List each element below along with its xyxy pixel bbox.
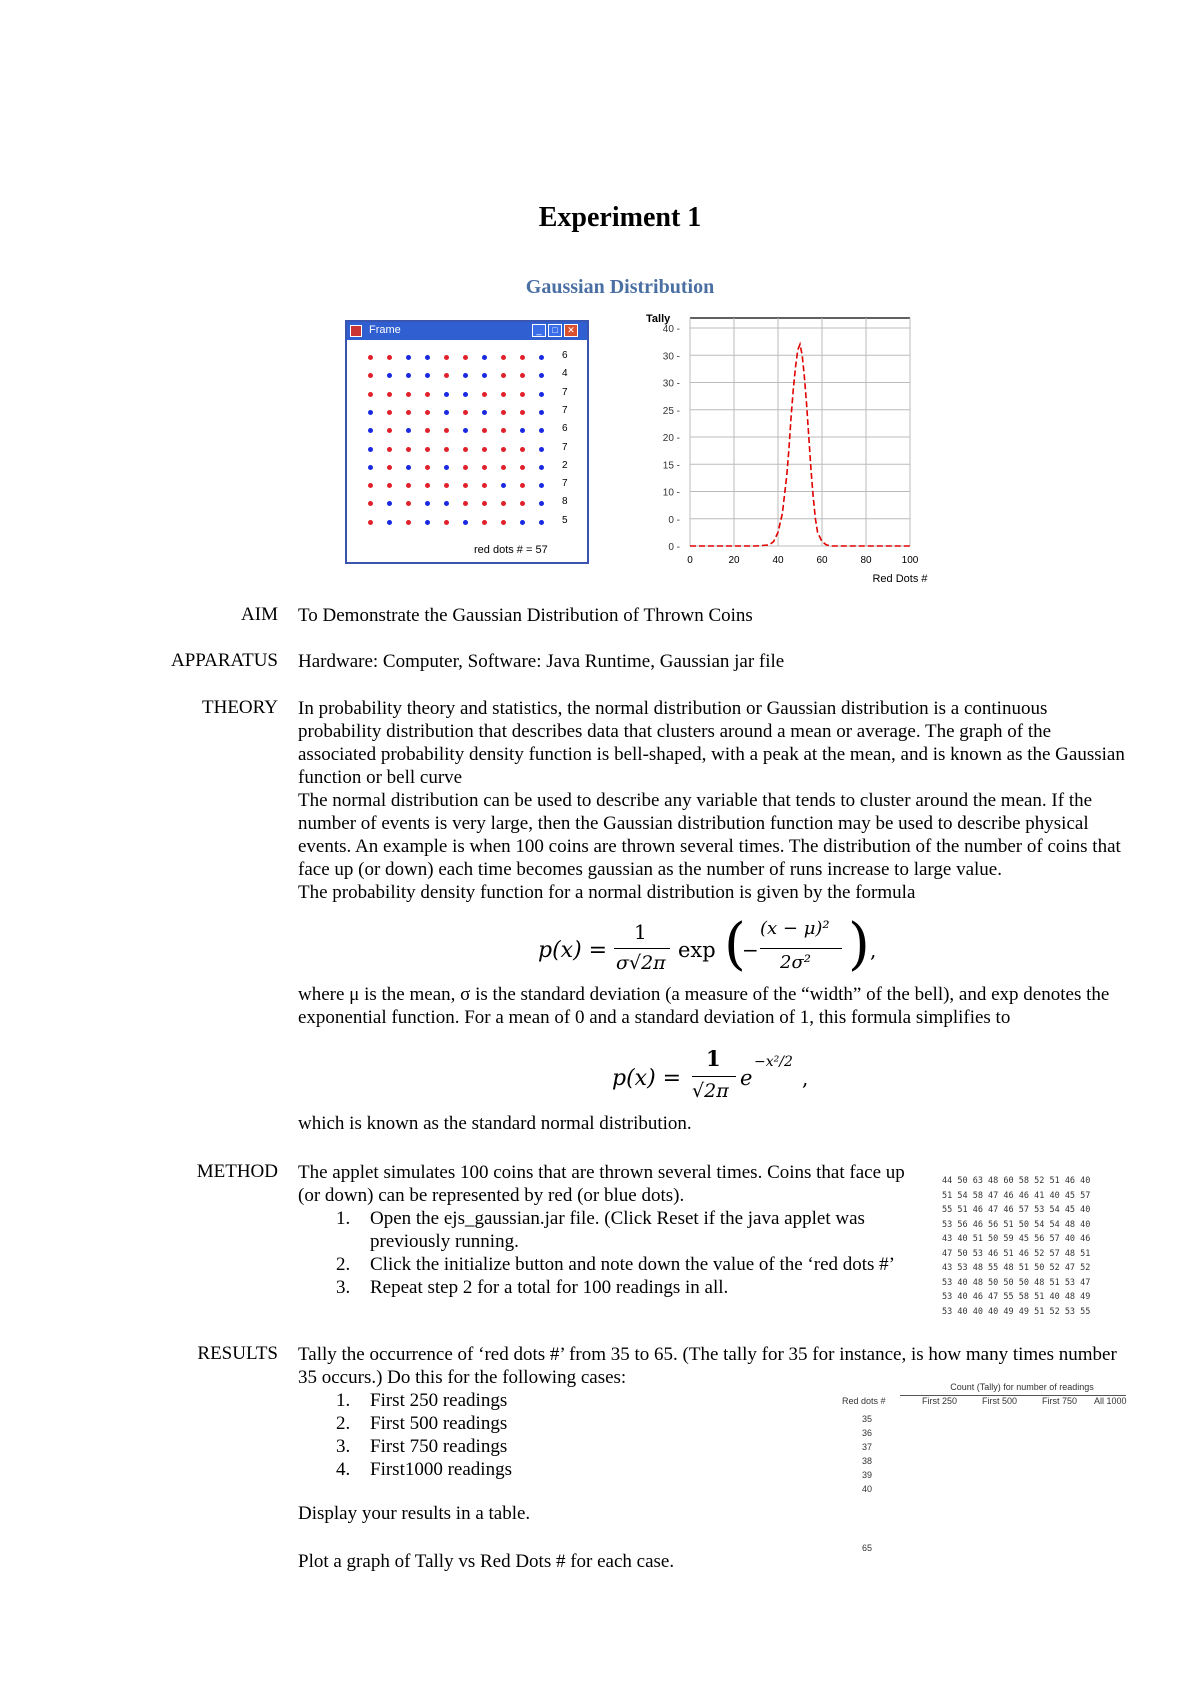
theory-paragraph-5: which is known as the standard normal distribution. bbox=[298, 1113, 692, 1134]
red-dot bbox=[501, 501, 506, 506]
results-plot-instruction: Plot a graph of Tally vs Red Dots # for each case. bbox=[298, 1551, 675, 1572]
red-dot bbox=[406, 483, 411, 488]
results-case: 2. First 500 readings bbox=[336, 1413, 508, 1434]
red-dot bbox=[368, 373, 373, 378]
blue-dot bbox=[482, 355, 487, 360]
blue-dot bbox=[406, 465, 411, 470]
blue-dot bbox=[368, 447, 373, 452]
red-dot bbox=[425, 465, 430, 470]
page-title: Experiment 1 bbox=[538, 202, 702, 233]
row-count: 6 bbox=[562, 423, 568, 435]
blue-dot bbox=[539, 520, 544, 525]
x-axis-title: Red Dots # bbox=[872, 573, 928, 585]
y-tick-label: 25 - bbox=[662, 405, 680, 417]
y-tick-label: 15 - bbox=[662, 460, 680, 472]
applet-titlebar bbox=[347, 322, 587, 340]
red-dot bbox=[501, 355, 506, 360]
red-dot bbox=[501, 520, 506, 525]
blue-dot bbox=[539, 355, 544, 360]
tally-table-rows bbox=[862, 1412, 872, 1496]
red-dot bbox=[444, 428, 449, 433]
results-intro: Tally the occurrence of ‘red dots #’ from 35 to 65. (The tally for 35 for instance, is how many times number 35 occurs.) Do this for the following cases: bbox=[298, 1344, 1117, 1388]
results-display-instruction: Display your results in a table. bbox=[298, 1503, 531, 1524]
readings-row: 51 54 58 47 46 46 41 40 45 57 bbox=[942, 1190, 1091, 1201]
tally-table-header: Count (Tally) for number of readings bbox=[950, 1382, 1094, 1392]
f1-lhs: p(x) = bbox=[538, 938, 608, 963]
method-step: 1. Open the ejs_gaussian.jar file. (Click Reset if the java applet was previously running. bbox=[336, 1208, 865, 1252]
blue-dot bbox=[425, 520, 430, 525]
red-dot bbox=[482, 520, 487, 525]
red-dot bbox=[520, 410, 525, 415]
blue-dot bbox=[444, 465, 449, 470]
blue-dot bbox=[368, 428, 373, 433]
red-dot bbox=[501, 447, 506, 452]
blue-dot bbox=[539, 465, 544, 470]
tally-row-label: 40 bbox=[862, 1484, 873, 1494]
results-case: 3. First 750 readings bbox=[336, 1436, 508, 1457]
red-dot bbox=[406, 392, 411, 397]
blue-dot bbox=[482, 410, 487, 415]
red-dot bbox=[482, 501, 487, 506]
blue-dot bbox=[463, 428, 468, 433]
blue-dot bbox=[463, 373, 468, 378]
red-dot bbox=[482, 392, 487, 397]
row-count: 8 bbox=[562, 496, 568, 508]
theory-body-3 bbox=[298, 1112, 1128, 1135]
tally-row-label: 37 bbox=[862, 1442, 873, 1452]
aim-label: AIM bbox=[241, 604, 278, 625]
row-count: 2 bbox=[562, 459, 568, 471]
y-axis-title: Tally bbox=[646, 313, 671, 325]
apparatus-label: APPARATUS bbox=[170, 650, 278, 671]
red-dot bbox=[368, 501, 373, 506]
blue-dot bbox=[387, 520, 392, 525]
red-dot bbox=[444, 373, 449, 378]
f1-numerator: 1 bbox=[634, 920, 647, 944]
red-dot bbox=[387, 410, 392, 415]
blue-dot bbox=[539, 410, 544, 415]
red-dot bbox=[482, 428, 487, 433]
tally-column-header: All 1000 bbox=[1094, 1396, 1127, 1406]
blue-dot bbox=[463, 520, 468, 525]
red-dot bbox=[501, 465, 506, 470]
blue-dot bbox=[406, 428, 411, 433]
blue-dot bbox=[368, 410, 373, 415]
y-tick-label: 10 - bbox=[662, 487, 680, 499]
blue-dot bbox=[482, 373, 487, 378]
theory-body-2 bbox=[298, 983, 1128, 1029]
y-tick-label: 40 - bbox=[662, 324, 680, 335]
f2-e: e bbox=[740, 1066, 753, 1090]
red-dot bbox=[520, 355, 525, 360]
red-dots-count: red dots # = 57 bbox=[474, 544, 548, 556]
blue-dot bbox=[406, 373, 411, 378]
red-dot bbox=[425, 447, 430, 452]
results-case: 1. First 250 readings bbox=[336, 1390, 508, 1411]
red-dot bbox=[444, 483, 449, 488]
readings-row: 47 50 53 46 51 46 52 57 48 51 bbox=[942, 1248, 1091, 1259]
blue-dot bbox=[444, 501, 449, 506]
tally-row-label: 39 bbox=[862, 1470, 873, 1480]
blue-dot bbox=[387, 373, 392, 378]
blue-dot bbox=[406, 355, 411, 360]
f2-lhs: p(x) = bbox=[612, 1066, 682, 1091]
results-label: RESULTS bbox=[197, 1343, 278, 1364]
theory-paragraph-4: where μ is the mean, σ is the standard deviation (a measure of the “width” of the bell), and exp denotes the exponential function. For a mean of 0 and a standard deviation of 1, this formula simplifies to bbox=[298, 984, 1110, 1028]
red-dot bbox=[520, 483, 525, 488]
x-tick-label: 80 bbox=[860, 555, 872, 566]
f1-inner-numerator: (x − μ)² bbox=[760, 918, 830, 939]
blue-dot bbox=[425, 355, 430, 360]
blue-dot bbox=[539, 483, 544, 488]
tally-table-last-row: 65 bbox=[862, 1543, 873, 1553]
red-dot bbox=[501, 428, 506, 433]
minimize-icon[interactable]: _ bbox=[532, 324, 546, 337]
red-dot bbox=[406, 447, 411, 452]
y-tick-label: 20 - bbox=[662, 433, 680, 444]
red-dot bbox=[463, 410, 468, 415]
red-dot bbox=[444, 355, 449, 360]
x-tick-label: 100 bbox=[901, 555, 919, 566]
tally-row-label: 36 bbox=[862, 1428, 873, 1438]
blue-dot bbox=[539, 392, 544, 397]
red-dot bbox=[387, 447, 392, 452]
red-dot bbox=[520, 501, 525, 506]
blue-dot bbox=[501, 483, 506, 488]
blue-dot bbox=[444, 392, 449, 397]
f2-exponent: −x²/2 bbox=[754, 1054, 793, 1070]
red-dot bbox=[425, 428, 430, 433]
y-tick-label: 0 - bbox=[668, 542, 680, 553]
red-dot bbox=[425, 410, 430, 415]
red-dot bbox=[444, 520, 449, 525]
row-count: 7 bbox=[562, 386, 568, 398]
tally-column-header: First 750 bbox=[1042, 1396, 1078, 1406]
blue-dot bbox=[539, 373, 544, 378]
red-dot bbox=[463, 501, 468, 506]
row-count: 7 bbox=[562, 404, 568, 416]
tally-row-label: 35 bbox=[862, 1414, 873, 1424]
y-tick-label: 30 - bbox=[662, 351, 680, 363]
blue-dot bbox=[463, 392, 468, 397]
red-dot bbox=[444, 447, 449, 452]
applet-window bbox=[345, 320, 589, 564]
f2-denominator: √2π bbox=[692, 1080, 729, 1102]
red-dot bbox=[463, 465, 468, 470]
red-dot bbox=[368, 355, 373, 360]
f2-numerator: 1 bbox=[706, 1046, 721, 1071]
red-dot bbox=[387, 428, 392, 433]
gaussian-formula: p(x) = 1 σ√2π exp ( − (x − μ)² 2σ² ) , bbox=[538, 912, 877, 977]
red-dot bbox=[387, 355, 392, 360]
x-tick-label: 60 bbox=[816, 555, 828, 566]
blue-dot bbox=[425, 501, 430, 506]
aim-text: To Demonstrate the Gaussian Distribution of Thrown Coins bbox=[298, 605, 753, 626]
readings-row: 53 40 46 47 55 58 51 40 48 49 bbox=[942, 1292, 1091, 1302]
method-steps bbox=[298, 1207, 918, 1299]
theory-label: THEORY bbox=[202, 697, 278, 718]
readings-row: 44 50 63 48 60 58 52 51 46 40 bbox=[942, 1176, 1091, 1186]
red-dot bbox=[387, 483, 392, 488]
x-tick-label: 0 bbox=[687, 555, 693, 566]
blue-dot bbox=[539, 447, 544, 452]
java-icon bbox=[350, 325, 362, 337]
method-label: METHOD bbox=[196, 1161, 278, 1182]
readings-row: 53 56 46 56 51 50 54 54 48 40 bbox=[942, 1219, 1091, 1230]
red-dot bbox=[482, 447, 487, 452]
row-count: 4 bbox=[562, 368, 568, 380]
f1-exp: exp bbox=[678, 938, 716, 962]
row-count: 5 bbox=[562, 514, 568, 526]
coin-dot-grid bbox=[347, 340, 587, 562]
f1-inner-denominator: 2σ² bbox=[780, 952, 811, 973]
red-dot bbox=[406, 520, 411, 525]
tally-column-header: First 250 bbox=[922, 1396, 958, 1406]
row-count: 6 bbox=[562, 350, 568, 361]
readings-row: 53 40 40 40 49 49 51 52 53 55 bbox=[942, 1306, 1091, 1317]
method-step: 2. Click the initialize button and note down the value of the ‘red dots #’ bbox=[336, 1254, 896, 1275]
f1-denominator: σ√2π bbox=[616, 952, 666, 974]
red-dot bbox=[520, 392, 525, 397]
red-dot bbox=[425, 392, 430, 397]
apparatus-text: Hardware: Computer, Software: Java Runtime, Gaussian jar file bbox=[298, 651, 785, 672]
blue-dot bbox=[520, 428, 525, 433]
red-dot bbox=[368, 392, 373, 397]
red-dot bbox=[368, 520, 373, 525]
readings-row: 55 51 46 47 46 57 53 54 45 40 bbox=[942, 1205, 1091, 1215]
tally-table-columns bbox=[842, 1396, 1132, 1410]
row-count: 7 bbox=[562, 478, 568, 490]
blue-dot bbox=[444, 410, 449, 415]
results-body bbox=[298, 1343, 1128, 1481]
y-tick-label: 0 - bbox=[668, 514, 680, 526]
method-step: 3. Repeat step 2 for a total for 100 readings in all. bbox=[336, 1277, 729, 1298]
blue-dot bbox=[539, 501, 544, 506]
x-tick-label: 20 bbox=[728, 555, 740, 566]
blue-dot bbox=[387, 501, 392, 506]
readings-row: 43 40 51 50 59 45 56 57 40 46 bbox=[942, 1234, 1091, 1244]
tally-row-label: 38 bbox=[862, 1456, 873, 1466]
blue-dot bbox=[539, 428, 544, 433]
results-case: 4. First1000 readings bbox=[336, 1459, 512, 1480]
red-dot bbox=[387, 465, 392, 470]
theory-paragraph-1: In probability theory and statistics, the normal distribution or Gaussian distribution is a continuous probability distribution that describes data that clusters around a mean or average. The graph of the associated probability density function is bell-shaped, with a peak at the mean, and is known as the Gaussian function or bell curve bbox=[298, 698, 1125, 788]
tally-chart bbox=[620, 308, 940, 598]
readings-row: 53 40 48 50 50 50 48 51 53 47 bbox=[942, 1277, 1091, 1288]
tally-column-header: First 500 bbox=[982, 1396, 1018, 1406]
blue-dot bbox=[520, 520, 525, 525]
red-dot bbox=[520, 373, 525, 378]
tally-column-header: Red dots # bbox=[842, 1396, 886, 1406]
theory-paragraph-2: The normal distribution can be used to describe any variable that tends to cluster around the mean. If the number of events is very large, then the Gaussian distribution function may be used to describe physical events. An example is when 100 coins are thrown several times. The distribution of the number of coins that face up (or down) each time becomes gaussian as the number of runs increase to large value. bbox=[298, 790, 1121, 880]
theory-paragraph-3: The probability density function for a normal distribution is given by the formula bbox=[298, 882, 916, 903]
applet-window-title: Frame bbox=[369, 324, 401, 336]
readings-row: 43 53 48 55 48 51 50 52 47 52 bbox=[942, 1263, 1091, 1273]
red-dot bbox=[463, 483, 468, 488]
red-dot bbox=[520, 465, 525, 470]
row-count: 7 bbox=[562, 441, 568, 453]
red-dot bbox=[425, 483, 430, 488]
blue-dot bbox=[368, 465, 373, 470]
standard-normal-formula: p(x) = 1 √2π e −x²/2 , bbox=[612, 1046, 809, 1102]
red-dot bbox=[406, 501, 411, 506]
red-dot bbox=[501, 373, 506, 378]
page-subtitle: Gaussian Distribution bbox=[525, 276, 715, 298]
red-dot bbox=[387, 392, 392, 397]
red-dot bbox=[482, 483, 487, 488]
red-dot bbox=[501, 392, 506, 397]
red-dot bbox=[520, 447, 525, 452]
red-dot bbox=[406, 410, 411, 415]
x-tick-label: 40 bbox=[772, 555, 784, 566]
method-intro: The applet simulates 100 coins that are thrown several times. Coins that face up (or down) can be represented by red (or blue dots). bbox=[298, 1162, 905, 1206]
maximize-icon[interactable]: □ bbox=[548, 324, 562, 337]
y-tick-label: 30 - bbox=[662, 378, 680, 390]
red-dot bbox=[463, 355, 468, 360]
red-dot bbox=[482, 465, 487, 470]
red-dot bbox=[501, 410, 506, 415]
method-body bbox=[298, 1161, 918, 1299]
readings-table bbox=[942, 1174, 1090, 1319]
tally-series-line bbox=[690, 344, 910, 546]
red-dot bbox=[463, 447, 468, 452]
red-dot bbox=[368, 483, 373, 488]
close-icon[interactable]: ✕ bbox=[564, 324, 578, 337]
blue-dot bbox=[425, 373, 430, 378]
theory-body bbox=[298, 697, 1128, 904]
